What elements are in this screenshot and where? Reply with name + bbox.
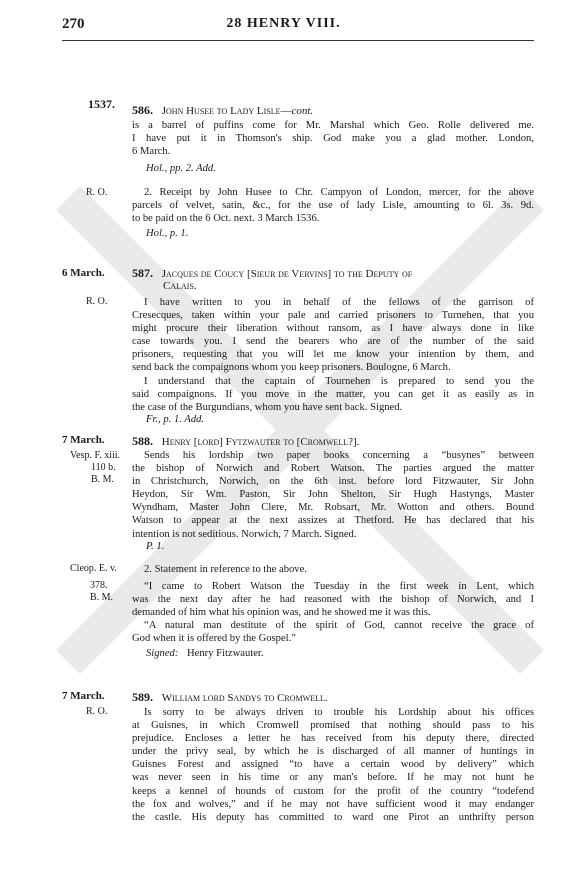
text-line: “A natural man destitute of the spirit of God, cannot receive the grace of <box>144 620 534 632</box>
entry-heading <box>132 434 359 449</box>
entry-title: John Husee to Lady Lisle— <box>161 105 292 117</box>
entry-body <box>132 296 534 414</box>
text-line: Cresecques, taken within your pale and carried prisoners to Turnehen, that you <box>132 310 534 322</box>
entry-title: Jacques de Coucy [Sieur de Vervins] to the Deputy of <box>161 268 413 280</box>
entry-body <box>132 119 534 158</box>
text-line: keeps a kennel of hounds of custom for the profit of the country “todefend <box>132 785 534 797</box>
entry-body <box>132 563 534 646</box>
text-line: Guisnes Forest and assigned “to have a certain wood by delivery” which <box>132 759 534 771</box>
text-line: 6 March. <box>132 146 171 158</box>
text-line: the bishop of Norwich and Robert Watson. The parties argued the matter <box>132 463 534 475</box>
page-number: 270 <box>62 16 85 32</box>
entry-source-note: Hol., p. 1. <box>146 228 189 239</box>
text-line: to be paid on the 6 Oct. next. 3 March 1536. <box>132 213 320 225</box>
text-line: intention is not seditious. Norwich, 7 March. Signed. <box>132 528 357 540</box>
entry-date: 7 March. <box>62 690 105 702</box>
text-line: said compaignons. If you move in the matter, you can get it as easily as in <box>132 388 534 400</box>
entry-body <box>132 449 534 541</box>
year-marker: 1537. <box>88 97 115 111</box>
margin-reference: Cleop. E. v. <box>70 563 117 574</box>
margin-reference: B. M. <box>90 592 114 603</box>
text-line: Is sorry to be always driven to trouble his Lordship about his offices <box>144 707 534 718</box>
text-line: parcels of velvet, satin, &c., for the use of lady Lisle, amounting to 6l. 3s. 9d. <box>132 200 534 212</box>
text-line: I have written to you in behalf of the fellows of the garrison of <box>144 297 534 308</box>
margin-reference: 378. <box>90 580 108 591</box>
entry-date: 6 March. <box>62 267 105 279</box>
entry-number: 588. <box>132 434 153 448</box>
text-line: the castle. His deputy has committed to ward one Pirot an unthrifty person <box>132 811 534 823</box>
entry-title: William lord Sandys to Cromwell. <box>161 692 328 704</box>
text-line: send back the compaignons whom you keep prisoners. Boulogne, 6 March. <box>132 362 451 374</box>
running-head: 28 HENRY VIII. <box>226 16 341 31</box>
signature-label: Signed: <box>146 648 179 659</box>
margin-reference: B. M. <box>91 474 115 485</box>
text-line: in Christchurch, Norwich, on the 6th inst. before lord Fitzwauter, Sir John <box>132 476 534 488</box>
text-line: I understand that the captain of Tournehen is prepared to send you the <box>144 375 534 387</box>
entry-date: 7 March. <box>62 434 105 446</box>
margin-reference: R. O. <box>86 296 108 307</box>
entry-number: 589. <box>132 690 153 704</box>
entry-source-note: Fr., p. 1. Add. <box>146 414 205 425</box>
entry-title-cont: cont. <box>291 105 314 117</box>
text-line: was never seen in his time or any man's before. If he may not hunt he <box>132 772 534 784</box>
entry-body <box>132 706 534 824</box>
margin-reference: R. O. <box>86 706 108 717</box>
text-line: prejudice. Encloses a letter he has received from his deputy there, directed <box>132 733 534 745</box>
entry-number: 587. <box>132 266 153 280</box>
text-line: under the privy seal, by which he is discharged of all manner of huntings in <box>132 746 534 758</box>
text-line: 2. Statement in reference to the above. <box>144 564 307 575</box>
text-line: was the next day after he had reasoned with the bishop of Norwich, and I <box>132 594 534 606</box>
entry-heading <box>132 266 412 281</box>
margin-reference: R. O. <box>86 187 108 198</box>
header-rule <box>62 40 534 41</box>
text-line: Wyndham, Master John Clere, Mr. Robsart, Mr. Wotton and others. Bound <box>132 502 534 514</box>
entry-heading <box>132 103 313 118</box>
text-line: God when it is offered by the Gospel.” <box>132 633 296 645</box>
text-line: might procure their liberation without ransom, as I have always done in like <box>132 323 534 335</box>
entry-number: 586. <box>132 103 153 117</box>
text-line: prisoners, requesting that you will let me know your intention by them, and <box>132 349 534 361</box>
entry-heading <box>132 690 328 705</box>
entry-source-note: Hol., pp. 2. Add. <box>146 163 216 174</box>
entry-title: Henry [lord] Fytzwauter to [Cromwell?]. <box>161 436 360 448</box>
text-line: Sends his lordship two paper books concerning a “busynes” between <box>144 450 534 461</box>
entry-body <box>132 186 534 225</box>
text-line: at Guisnes, in which Cromwell promised that nothing should pass to his <box>132 720 534 732</box>
text-line: Heydon, Sir Wm. Paston, Sir John Shelton, Sir Hugh Hastyngs, Master <box>132 489 534 501</box>
margin-reference: Vesp. F. xiii. <box>70 450 121 461</box>
text-line: case towards you. I send the bearers who are of the number of the said <box>132 336 534 348</box>
text-line: Watson to appear at the next assizes at Thetford. He has declared that his <box>132 515 534 527</box>
signature-line <box>146 648 264 659</box>
text-line: “I came to Robert Watson the Tuesday in the first week in Lent, which <box>144 581 534 593</box>
text-line: the case of the Burgundians, whom you have sent back. Signed. <box>132 401 403 413</box>
text-line: is a barrel of puffins come for Mr. Marshal which Geo. Rolle delivered me. <box>132 120 534 131</box>
text-line: the fox and wolves,” and if he may not have sufficient wood it may endanger <box>132 798 534 810</box>
margin-reference: 110 b. <box>91 462 116 473</box>
text-line: demanded of him what his opinion was, and he showed me it was this. <box>132 607 431 619</box>
signature-name: Henry Fitzwauter. <box>187 648 264 659</box>
text-line: 2. Receipt by John Husee to Chr. Campyon of London, mercer, for the above <box>144 187 534 198</box>
entry-source-note: P. 1. <box>146 541 165 552</box>
entry-title-cont: Calais. <box>163 280 197 292</box>
text-line: I have put it in Thomson's ship. God make you a glad mother. London, <box>132 133 534 145</box>
